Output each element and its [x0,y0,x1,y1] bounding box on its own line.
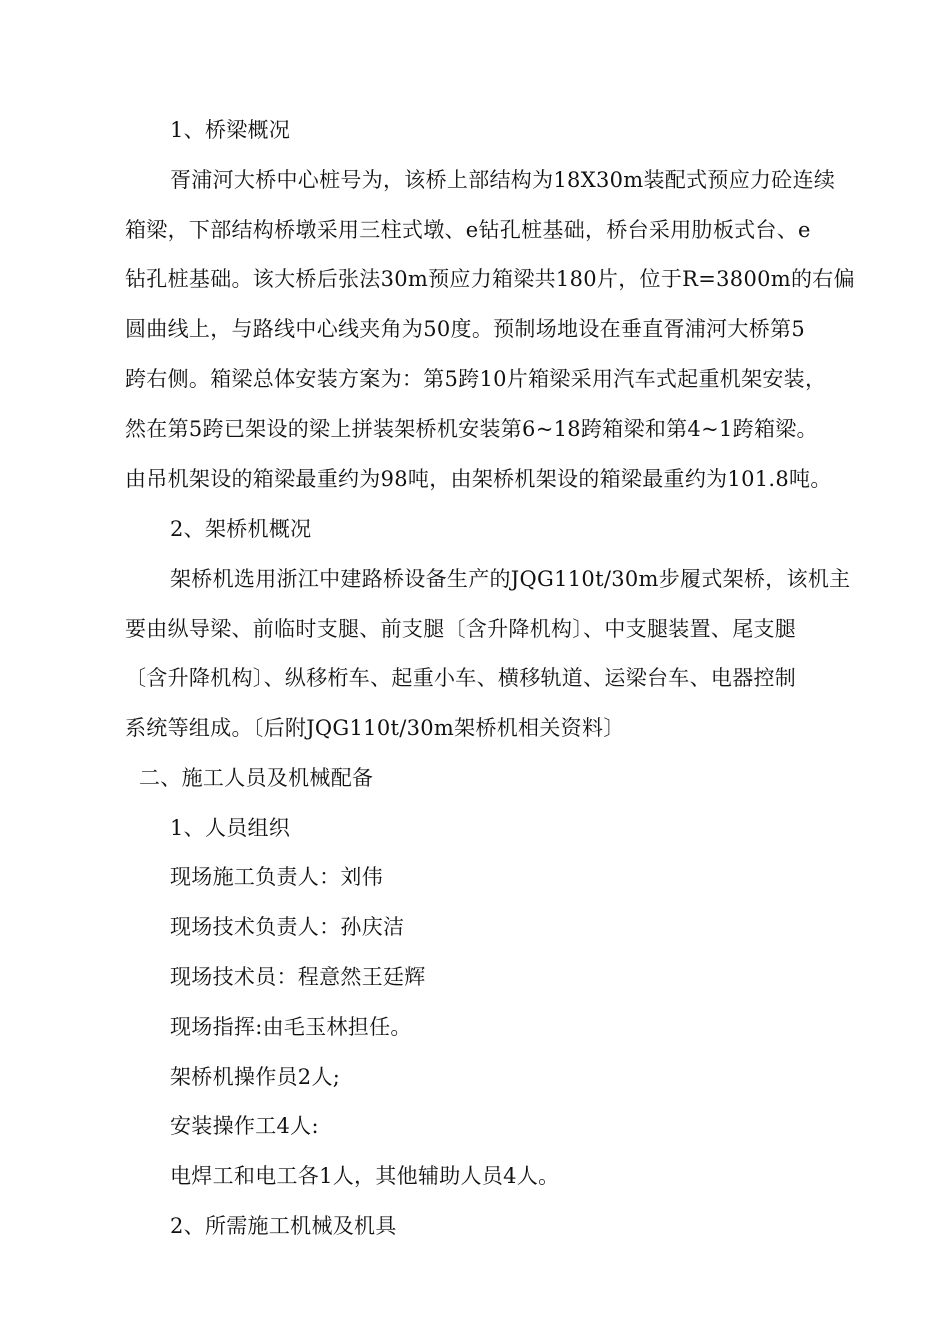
paragraph-line: 由吊机架设的箱梁最重约为98吨，由架桥机架设的箱梁最重约为101.8吨。 [125,467,832,491]
section-heading-personnel: 1、人员组织 [170,816,291,840]
paragraph-line: 系统等组成。〔后附JQG110t/30m架桥机相关资料〕 [125,716,625,740]
personnel-item: 现场施工负责人：刘伟 [170,865,383,889]
paragraph-line: 架桥机选用浙江中建路桥设备生产的JQG110t/30m步履式架桥，该机主 [170,567,851,591]
section-heading-bridge-machine: 2、架桥机概况 [170,517,312,541]
personnel-item: 现场指挥:由毛玉林担任。 [170,1015,412,1039]
paragraph-line: 要由纵导梁、前临时支腿、前支腿〔含升降机构〕、中支腿装置、尾支腿 [125,617,797,641]
personnel-item: 安装操作工4人: [170,1114,319,1138]
paragraph-line: 然在第5跨已架设的梁上拼装架桥机安装第6~18跨箱梁和第4~1跨箱梁。 [125,417,818,441]
paragraph-line: 圆曲线上，与路线中心线夹角为50度。预制场地设在垂直胥浦河大桥第5 [125,317,805,341]
paragraph-line: 胥浦河大桥中心桩号为，该桥上部结构为18X30m装配式预应力砼连续 [170,168,836,192]
personnel-item: 电焊工和电工各1人，其他辅助人员4人。 [170,1164,560,1188]
chapter-heading: 二、施工人员及机械配备 [139,766,374,790]
personnel-item: 现场技术员：程意然王廷辉 [170,965,426,989]
section-heading-machinery: 2、所需施工机械及机具 [170,1214,397,1238]
personnel-item: 现场技术负责人：孙庆洁 [170,915,405,939]
paragraph-line: 箱梁，下部结构桥墩采用三柱式墩、e钻孔桩基础，桥台采用肋板式台、e [125,218,811,242]
personnel-item: 架桥机操作员2人; [170,1065,341,1089]
paragraph-line: 钻孔桩基础。该大桥后张法30m预应力箱梁共180片，位于R=3800m的右偏 [125,267,855,291]
paragraph-line: 跨右侧。箱梁总体安装方案为：第5跨10片箱梁采用汽车式起重机架安装， [125,367,827,391]
section-heading-bridge-overview: 1、桥梁概况 [170,118,291,142]
paragraph-line: 〔含升降机构〕、纵移桁车、起重小车、横移轨道、运梁台车、电器控制 [125,666,797,690]
